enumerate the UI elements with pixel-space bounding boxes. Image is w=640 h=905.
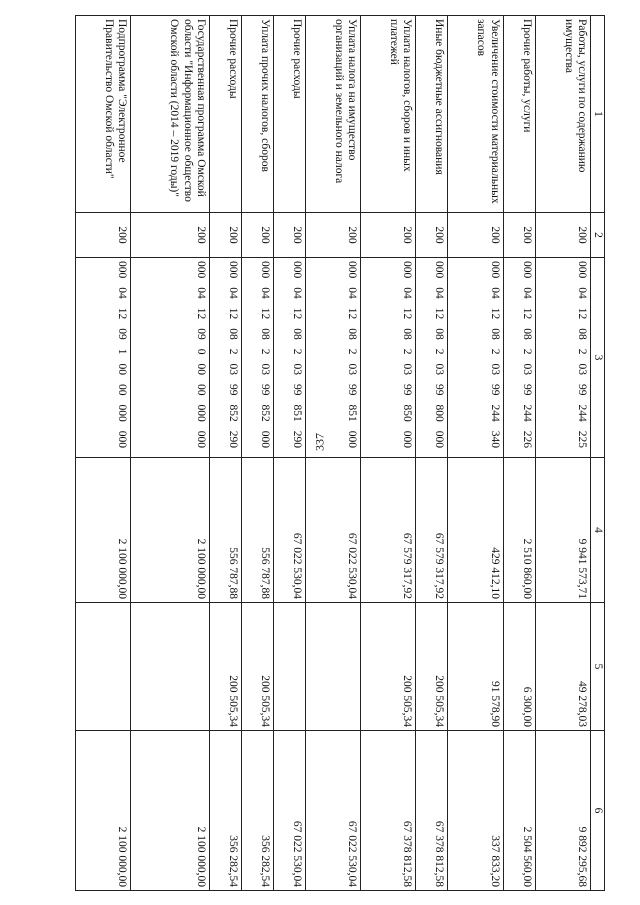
code-part: 99 bbox=[401, 384, 414, 396]
row-classification-code bbox=[305, 258, 360, 458]
page-number: 337 bbox=[312, 433, 327, 451]
code-part: 04 bbox=[488, 287, 501, 299]
code-part: 99 bbox=[226, 384, 239, 396]
code-part: 000 bbox=[346, 430, 359, 448]
code-part: 04 bbox=[575, 287, 588, 299]
code-parts bbox=[519, 261, 532, 454]
code-part: 000 bbox=[226, 261, 239, 279]
row-amount-col4: 67 579 317,92 bbox=[416, 458, 448, 603]
code-part: 290 bbox=[226, 430, 239, 448]
row-code-200: 200 bbox=[305, 213, 360, 258]
row-amount-col5: 49 278,03 bbox=[535, 603, 590, 731]
code-part: 12 bbox=[346, 307, 359, 320]
code-part: 000 bbox=[520, 261, 533, 279]
row-name: Государственная программа Омской области "Информационное общество Омской области (2014 – 2019 годы)" bbox=[131, 16, 209, 213]
code-part: 12 bbox=[520, 307, 533, 320]
row-amount-col6: 337 833,20 bbox=[448, 731, 503, 891]
row-code-200: 200 bbox=[76, 213, 131, 258]
row-amount-col5 bbox=[131, 603, 209, 731]
code-part: 99 bbox=[290, 384, 303, 396]
table-row bbox=[305, 16, 360, 891]
row-amount-col5 bbox=[76, 603, 131, 731]
code-part: 000 bbox=[488, 261, 501, 279]
code-part: 12 bbox=[194, 307, 207, 320]
table-row bbox=[361, 16, 416, 891]
code-part: 04 bbox=[433, 287, 446, 299]
code-part: 12 bbox=[401, 307, 414, 320]
row-amount-col6: 356 282,54 bbox=[209, 731, 241, 891]
code-part: 00 bbox=[194, 384, 207, 396]
code-part: 08 bbox=[346, 328, 359, 340]
code-part: 12 bbox=[433, 307, 446, 320]
row-amount-col6: 9 892 295,68 bbox=[535, 731, 590, 891]
row-amount-col5: 6 300,00 bbox=[503, 603, 535, 731]
row-code-200: 200 bbox=[448, 213, 503, 258]
code-part: 000 bbox=[401, 261, 414, 279]
row-code-200: 200 bbox=[241, 213, 273, 258]
table-row bbox=[535, 16, 590, 891]
table-row bbox=[273, 16, 305, 891]
header-row bbox=[590, 16, 604, 891]
row-amount-col5: 200 505,34 bbox=[361, 603, 416, 731]
code-part: 000 bbox=[433, 430, 446, 448]
row-classification-code bbox=[209, 258, 241, 458]
code-part: 08 bbox=[226, 328, 239, 340]
code-parts bbox=[258, 261, 271, 454]
row-classification-code bbox=[361, 258, 416, 458]
code-part: 0 bbox=[194, 348, 207, 355]
row-name: Иные бюджетные ассигнования bbox=[416, 16, 448, 213]
code-part: 2 bbox=[401, 348, 414, 355]
code-parts bbox=[487, 261, 500, 454]
row-amount-col6: 2 100 000,00 bbox=[76, 731, 131, 891]
code-part: 03 bbox=[346, 363, 359, 375]
code-parts bbox=[290, 261, 303, 454]
row-amount-col5: 200 505,34 bbox=[416, 603, 448, 731]
code-part: 00 bbox=[116, 363, 129, 375]
code-part: 09 bbox=[116, 328, 129, 340]
code-part: 08 bbox=[520, 328, 533, 340]
code-part: 08 bbox=[488, 328, 501, 340]
header-col-1: 1 bbox=[590, 16, 604, 213]
row-amount-col6: 2 504 560,00 bbox=[503, 731, 535, 891]
row-amount-col5: 200 505,34 bbox=[209, 603, 241, 731]
table-row bbox=[416, 16, 448, 891]
row-classification-code bbox=[241, 258, 273, 458]
row-amount-col4: 2 100 000,00 bbox=[76, 458, 131, 603]
row-amount-col6: 356 282,54 bbox=[241, 731, 273, 891]
code-part: 244 bbox=[575, 404, 588, 422]
code-part: 12 bbox=[290, 307, 303, 320]
row-amount-col4: 2 100 000,00 bbox=[131, 458, 209, 603]
row-amount-col4: 556 787,88 bbox=[241, 458, 273, 603]
row-amount-col4: 429 412,10 bbox=[448, 458, 503, 603]
code-parts bbox=[115, 261, 128, 454]
code-parts bbox=[432, 261, 445, 454]
row-name: Увеличение стоимости материальных запасов bbox=[448, 16, 503, 213]
code-part: 2 bbox=[433, 348, 446, 355]
code-part: 04 bbox=[116, 287, 129, 299]
code-part: 99 bbox=[258, 384, 271, 396]
row-classification-code bbox=[131, 258, 209, 458]
row-classification-code bbox=[503, 258, 535, 458]
code-part: 12 bbox=[116, 307, 129, 320]
code-part: 2 bbox=[575, 348, 588, 355]
code-parts bbox=[345, 261, 358, 454]
table-row bbox=[131, 16, 209, 891]
row-name: Прочие работы, услуги bbox=[503, 16, 535, 213]
code-part: 850 bbox=[401, 404, 414, 422]
table-row bbox=[503, 16, 535, 891]
row-amount-col4: 9 941 573,71 bbox=[535, 458, 590, 603]
row-code-200: 200 bbox=[131, 213, 209, 258]
row-amount-col6: 67 022 530,04 bbox=[305, 731, 360, 891]
code-part: 12 bbox=[575, 307, 588, 320]
code-part: 00 bbox=[116, 384, 129, 396]
code-part: 08 bbox=[401, 328, 414, 340]
row-name: Работы, услуги по содержанию имущества bbox=[535, 16, 590, 213]
row-amount-col6: 67 022 530,04 bbox=[273, 731, 305, 891]
code-part: 03 bbox=[258, 363, 271, 375]
row-name: Подпрограмма "Электронное Правительство Омской области" bbox=[76, 16, 131, 213]
row-amount-col5 bbox=[273, 603, 305, 731]
code-part: 000 bbox=[258, 261, 271, 279]
row-code-200: 200 bbox=[503, 213, 535, 258]
header-col-6: 6 bbox=[590, 731, 604, 891]
row-name: Уплата налогов, сборов и иных платежей bbox=[361, 16, 416, 213]
code-part: 000 bbox=[116, 261, 129, 279]
row-amount-col4: 67 579 317,92 bbox=[361, 458, 416, 603]
code-part: 99 bbox=[488, 384, 501, 396]
row-amount-col4: 2 510 860,00 bbox=[503, 458, 535, 603]
row-classification-code bbox=[448, 258, 503, 458]
row-amount-col4: 556 787,88 bbox=[209, 458, 241, 603]
code-part: 03 bbox=[401, 363, 414, 375]
code-part: 09 bbox=[194, 328, 207, 340]
row-amount-col6: 67 378 812,58 bbox=[416, 731, 448, 891]
row-code-200: 200 bbox=[535, 213, 590, 258]
header-col-2: 2 bbox=[590, 213, 604, 258]
row-code-200: 200 bbox=[209, 213, 241, 258]
row-code-200: 200 bbox=[273, 213, 305, 258]
code-part: 04 bbox=[401, 287, 414, 299]
code-part: 99 bbox=[520, 384, 533, 396]
code-parts bbox=[226, 261, 239, 454]
code-part: 000 bbox=[194, 404, 207, 422]
code-part: 000 bbox=[258, 430, 271, 448]
code-part: 2 bbox=[290, 348, 303, 355]
code-parts bbox=[575, 261, 588, 454]
code-part: 03 bbox=[226, 363, 239, 375]
code-part: 04 bbox=[520, 287, 533, 299]
code-part: 00 bbox=[194, 363, 207, 375]
code-part: 226 bbox=[520, 430, 533, 448]
code-part: 04 bbox=[290, 287, 303, 299]
code-part: 08 bbox=[575, 328, 588, 340]
header-col-3: 3 bbox=[590, 258, 604, 458]
code-part: 851 bbox=[290, 404, 303, 422]
table-row bbox=[76, 16, 131, 891]
code-part: 000 bbox=[575, 261, 588, 279]
code-part: 12 bbox=[488, 307, 501, 320]
header-col-4: 4 bbox=[590, 458, 604, 603]
code-part: 03 bbox=[520, 363, 533, 375]
budget-table bbox=[75, 15, 605, 891]
row-classification-code bbox=[416, 258, 448, 458]
row-amount-col5: 91 578,90 bbox=[448, 603, 503, 731]
code-part: 08 bbox=[433, 328, 446, 340]
row-code-200: 200 bbox=[361, 213, 416, 258]
code-part: 04 bbox=[226, 287, 239, 299]
row-amount-col5: 200 505,34 bbox=[241, 603, 273, 731]
row-name: Прочие расходы bbox=[273, 16, 305, 213]
code-part: 12 bbox=[258, 307, 271, 320]
code-part: 852 bbox=[226, 404, 239, 422]
code-part: 2 bbox=[226, 348, 239, 355]
row-classification-code bbox=[535, 258, 590, 458]
code-part: 000 bbox=[194, 261, 207, 279]
code-part: 12 bbox=[226, 307, 239, 320]
code-part: 000 bbox=[346, 261, 359, 279]
code-part: 2 bbox=[520, 348, 533, 355]
code-part: 08 bbox=[258, 328, 271, 340]
code-part: 000 bbox=[194, 430, 207, 448]
table-row bbox=[241, 16, 273, 891]
code-part: 244 bbox=[520, 404, 533, 422]
row-classification-code bbox=[76, 258, 131, 458]
code-part: 99 bbox=[433, 384, 446, 396]
code-part: 08 bbox=[290, 328, 303, 340]
code-part: 03 bbox=[488, 363, 501, 375]
code-part: 03 bbox=[433, 363, 446, 375]
code-part: 99 bbox=[575, 384, 588, 396]
code-part: 2 bbox=[258, 348, 271, 355]
code-parts bbox=[194, 261, 207, 454]
table-container bbox=[75, 15, 605, 890]
code-part: 244 bbox=[488, 404, 501, 422]
code-part: 99 bbox=[346, 384, 359, 396]
table-row bbox=[448, 16, 503, 891]
header-col-5: 5 bbox=[590, 603, 604, 731]
code-part: 000 bbox=[116, 404, 129, 422]
code-part: 225 bbox=[575, 430, 588, 448]
code-part: 000 bbox=[116, 430, 129, 448]
code-part: 04 bbox=[258, 287, 271, 299]
code-part: 03 bbox=[290, 363, 303, 375]
code-part: 1 bbox=[116, 348, 129, 355]
code-part: 03 bbox=[575, 363, 588, 375]
code-part: 2 bbox=[488, 348, 501, 355]
code-part: 340 bbox=[488, 430, 501, 448]
code-part: 2 bbox=[346, 348, 359, 355]
row-amount-col6: 2 100 000,00 bbox=[131, 731, 209, 891]
code-part: 851 bbox=[346, 404, 359, 422]
row-amount-col5 bbox=[305, 603, 360, 731]
code-part: 000 bbox=[401, 430, 414, 448]
code-parts bbox=[400, 261, 413, 454]
code-part: 800 bbox=[433, 404, 446, 422]
table-row bbox=[209, 16, 241, 891]
code-part: 04 bbox=[346, 287, 359, 299]
row-amount-col4: 67 022 530,04 bbox=[273, 458, 305, 603]
row-code-200: 200 bbox=[416, 213, 448, 258]
row-name: Уплата прочих налогов, сборов bbox=[241, 16, 273, 213]
row-name: Уплата налога на имущество организаций и земельного налога bbox=[305, 16, 360, 213]
code-part: 000 bbox=[290, 261, 303, 279]
code-part: 000 bbox=[433, 261, 446, 279]
code-part: 852 bbox=[258, 404, 271, 422]
row-name: Прочие расходы bbox=[209, 16, 241, 213]
code-part: 04 bbox=[194, 287, 207, 299]
row-classification-code bbox=[273, 258, 305, 458]
code-part: 290 bbox=[290, 430, 303, 448]
row-amount-col4: 67 022 530,04 bbox=[305, 458, 360, 603]
row-amount-col6: 67 378 812,58 bbox=[361, 731, 416, 891]
